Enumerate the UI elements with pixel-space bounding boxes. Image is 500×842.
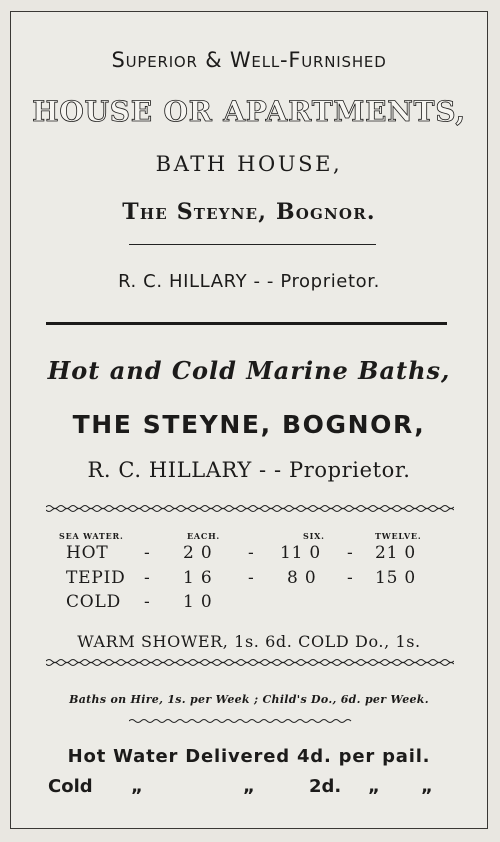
rate-dash: -	[347, 568, 354, 588]
proprietor-line-2: R. C. HILLARY - - Proprietor.	[87, 458, 411, 482]
wavy-divider-2	[46, 658, 454, 667]
rates-header-sea-water: SEA WATER.	[59, 531, 124, 541]
heading-marine-baths: Hot and Cold Marine Baths,	[47, 356, 451, 385]
rate-name: COLD	[66, 592, 122, 612]
ditto-mark: „	[368, 776, 380, 797]
rate-dash: -	[347, 543, 354, 563]
rate-each: 2 0	[183, 543, 213, 563]
rates-header-twelve: TWELVE.	[375, 531, 422, 541]
cold-label: Cold	[48, 776, 93, 797]
rate-dash: -	[248, 568, 255, 588]
rate-name: HOT	[66, 543, 109, 563]
ditto-mark: „	[421, 776, 433, 797]
proprietor-line-1: R. C. HILLARY - - Proprietor.	[118, 271, 380, 292]
wavy-divider-3	[129, 718, 353, 724]
heading-bath-house: BATH HOUSE,	[155, 152, 343, 176]
ditto-mark: „	[131, 776, 143, 797]
rate-twelve: 21 0	[375, 543, 417, 563]
rate-row-hot	[11, 543, 487, 565]
heading-house-apartments: HOUSE OR APARTMENTS,	[32, 95, 466, 128]
heading-superior: Superior & Well-Furnished	[111, 48, 387, 72]
warm-shower-line: WARM SHOWER, 1s. 6d. COLD Do., 1s.	[77, 632, 421, 651]
cold-price: 2d.	[309, 776, 342, 797]
heading-steyne-bognor: The Steyne, Bognor.	[122, 199, 376, 225]
rate-row-cold	[11, 592, 487, 614]
heading-steyne-bognor-2: THE STEYNE, BOGNOR,	[72, 410, 426, 439]
rate-dash: -	[144, 568, 151, 588]
wavy-divider-1	[46, 504, 454, 513]
rate-six: 8 0	[287, 568, 317, 588]
rate-each: 1 6	[183, 568, 213, 588]
rate-row-tepid	[11, 568, 487, 590]
hot-water-line: Hot Water Delivered 4d. per pail.	[67, 746, 431, 767]
rate-dash: -	[248, 543, 255, 563]
ditto-mark: „	[243, 776, 255, 797]
baths-on-hire-line: Baths on Hire, 1s. per Week ; Child's Do., 6d. per Week.	[69, 693, 429, 706]
divider-thick	[46, 322, 447, 325]
rate-name: TEPID	[66, 568, 126, 588]
divider-thin	[129, 244, 376, 245]
rate-dash: -	[144, 543, 151, 563]
rate-six: 11 0	[280, 543, 322, 563]
rates-header-each: EACH.	[187, 531, 221, 541]
rate-twelve: 15 0	[375, 568, 417, 588]
rate-dash: -	[144, 592, 151, 612]
rates-header-six: SIX.	[303, 531, 325, 541]
advertisement-page	[10, 11, 488, 829]
rate-each: 1 0	[183, 592, 213, 612]
cold-water-line	[11, 776, 487, 800]
